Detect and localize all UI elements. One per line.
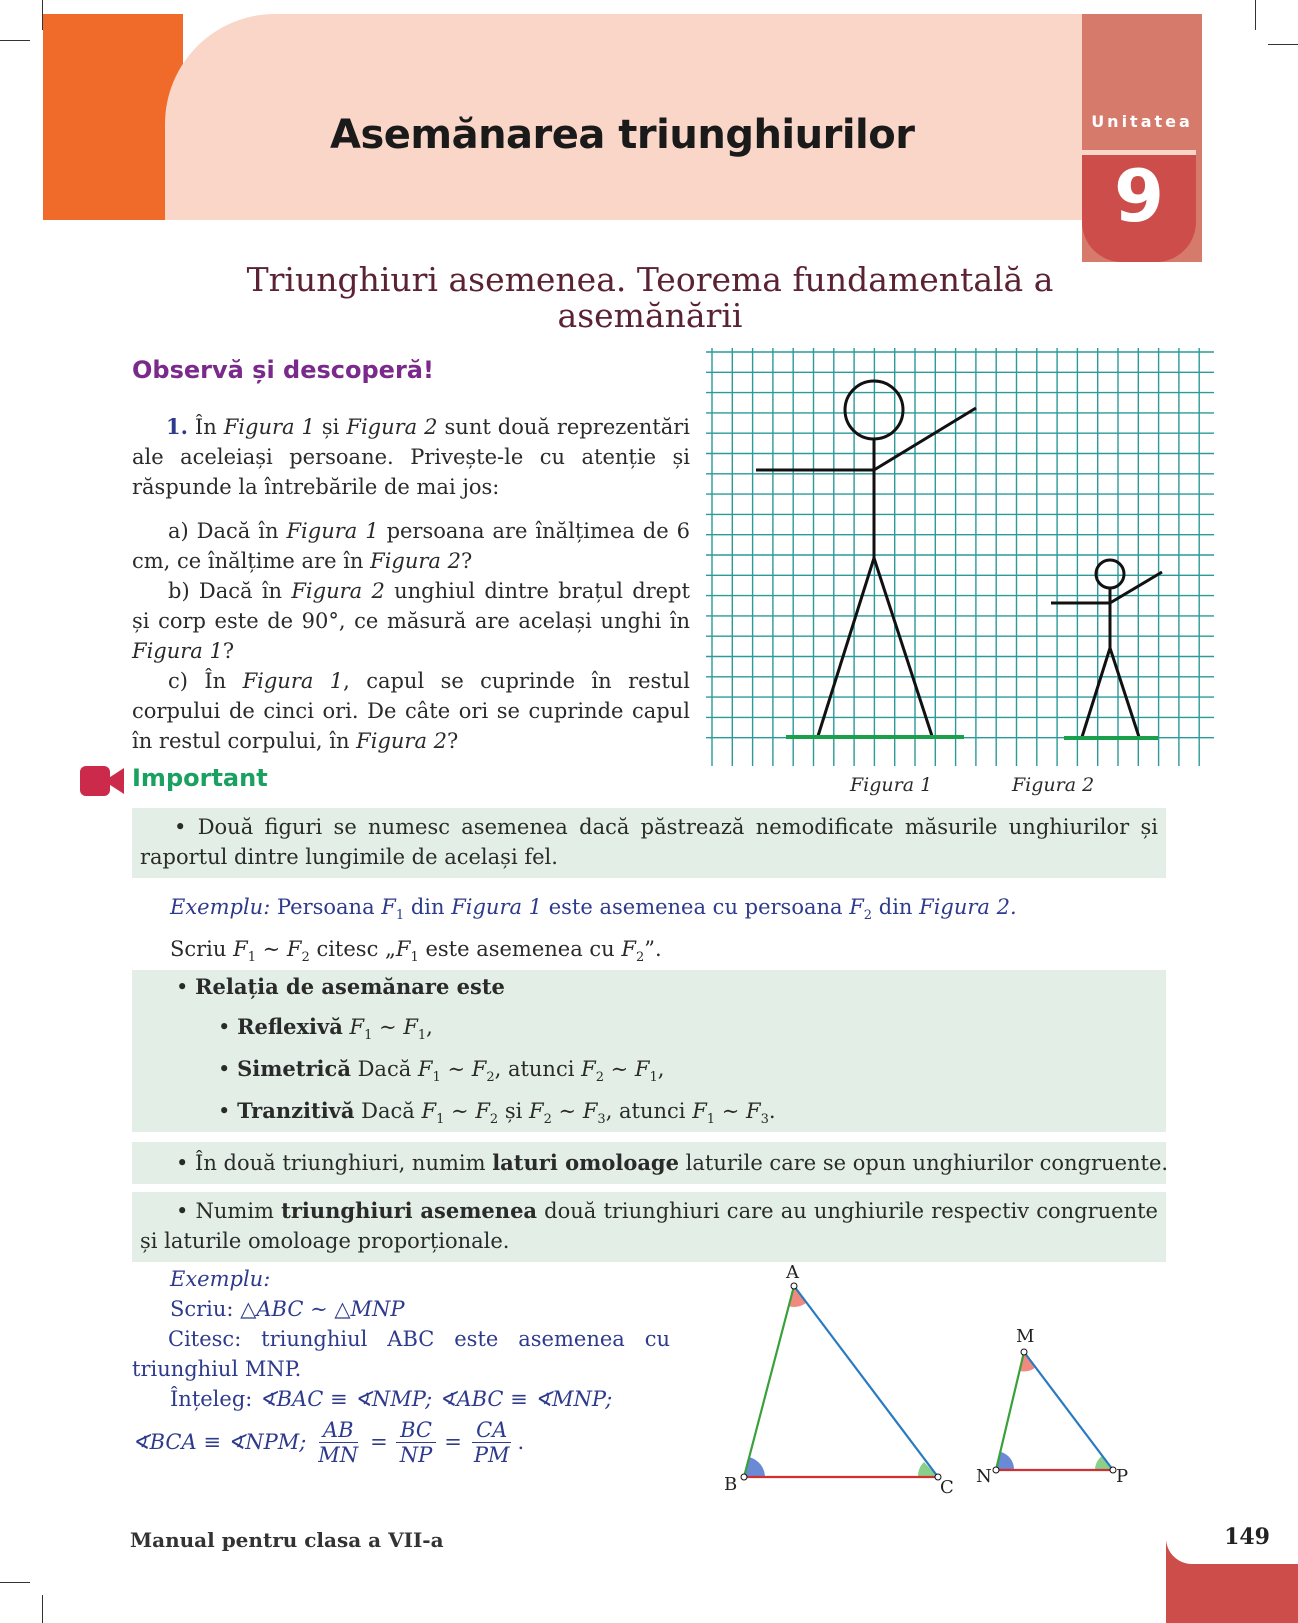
fig-ref: Figura 2 (370, 549, 461, 573)
text: • Două figuri se numesc asemenea dacă păstrează nemodificate măsurile unghiurilor și raportul dintre lungimile de același fel. (140, 815, 1158, 869)
question-c (132, 666, 690, 756)
math: 2 (489, 1112, 499, 1128)
text: ? (222, 639, 235, 663)
example-2-ratios: ∢BCA ≡ ∢NPM; $\frac{AB}{MN}$ = $\frac{BC}{NP}$ = $\frac{CA}{PM}$ . (132, 1417, 525, 1467)
text: • Numim (176, 1199, 282, 1223)
math: F (286, 937, 302, 961)
text: și (498, 1099, 530, 1123)
math: ∼ (255, 937, 287, 961)
example-2-label (170, 1264, 270, 1294)
text: persoana are înălțimea de 6 cm, ce înălțime are în (132, 519, 690, 573)
text: ”. (644, 937, 662, 961)
header-orange-band (43, 14, 183, 220)
text: Dacă (354, 1099, 422, 1123)
math: F (529, 1099, 544, 1123)
question-b (132, 576, 690, 666)
math: △ABC ∼ △MNP (240, 1297, 405, 1321)
text: a) Dacă în (168, 519, 287, 543)
fig-ref: Figura 1 (242, 669, 344, 693)
similar-triangles-diagram (720, 1260, 1140, 1500)
fig-ref: Figura 1 (223, 415, 315, 439)
text: este asemenea cu persoana (542, 895, 850, 919)
homologous-sides-def (176, 1148, 1168, 1178)
math: PM (473, 1442, 510, 1467)
fig-ref: Figura 2 (291, 579, 385, 603)
math: 2 (863, 908, 873, 924)
math: ∼ (603, 1057, 635, 1081)
label-p: P (1116, 1466, 1129, 1487)
chapter-title: Asemănarea triunghiurilor (330, 112, 915, 158)
fig-ref: Figura 1 (451, 895, 543, 919)
text: Persoana (270, 895, 382, 919)
similar-triangles-def (140, 1196, 1158, 1256)
text: Scriu (170, 937, 234, 961)
math: . (768, 1099, 776, 1123)
question-a (132, 516, 690, 576)
example-2-understand (170, 1384, 612, 1414)
math: 1 (364, 1028, 373, 1044)
caption-figura-2: Figura 2 (1012, 774, 1095, 796)
math: ∼ (372, 1015, 404, 1039)
text: din (872, 895, 920, 919)
math: F (403, 1015, 418, 1039)
math: , (426, 1015, 433, 1039)
math: . (517, 1430, 525, 1454)
text: triunghiuri asemenea (281, 1198, 538, 1223)
important-icon (80, 764, 126, 798)
crop-mark (42, 1595, 43, 1623)
math: 1 (706, 1112, 716, 1128)
math: ∢BAC ≡ ∢NMP; ∢ABC ≡ ∢MNP; (259, 1387, 613, 1411)
grid (706, 348, 1214, 766)
text: Scriu: (170, 1297, 241, 1321)
fig-ref: Figura 2 (356, 729, 448, 753)
exercise-number: 1. (166, 414, 188, 439)
lesson-title: Triunghiuri asemenea. Teorema fundamentală a asemănării (246, 260, 1054, 335)
example-2-write (170, 1294, 405, 1324)
text: ? (460, 549, 473, 573)
crop-mark (0, 1582, 30, 1583)
text: Tranzitivă (237, 1098, 355, 1123)
vertex-n (993, 1467, 999, 1473)
math: F (233, 937, 248, 961)
math: 2 (543, 1112, 552, 1128)
vertex-b (741, 1474, 747, 1480)
text: Înțeleg: (170, 1387, 260, 1411)
fig-ref: Figura 1 (286, 519, 379, 543)
label-c: C (940, 1477, 954, 1498)
crop-mark (0, 40, 30, 41)
example-label: Exemplu: (170, 1267, 271, 1291)
text: În (194, 415, 224, 439)
side-pm (1024, 1352, 1113, 1470)
math: MN (318, 1442, 359, 1467)
math: F (421, 1099, 437, 1123)
fig-ref: Figura 2 (346, 415, 438, 439)
text: din (404, 895, 452, 919)
text: , capul se cuprinde în restul corpului de cinci ori. De câte ori se cuprinde capul în restul corpului, în (132, 669, 690, 753)
math: 3 (760, 1112, 769, 1128)
fraction-ca-pm (470, 1418, 514, 1467)
math: 1 (417, 1028, 427, 1044)
example-2-read (132, 1324, 670, 1384)
definition-similar-figures (140, 812, 1158, 872)
math: F (471, 1057, 487, 1081)
text: laturile care se opun unghiurilor congruente. (678, 1151, 1169, 1175)
fraction-bc-np (396, 1418, 437, 1467)
fraction-ab-mn (314, 1418, 362, 1467)
head-2 (1096, 560, 1124, 588)
math: F (395, 937, 411, 961)
left-leg-2 (1082, 648, 1110, 737)
math: F (634, 1057, 650, 1081)
page-number: 149 (1224, 1524, 1270, 1550)
label-b: B (724, 1474, 738, 1495)
text: • În două triunghiuri, numim (176, 1151, 493, 1175)
text: b) Dacă în (168, 579, 292, 603)
math: F (746, 1099, 761, 1123)
right-arm-1 (874, 408, 976, 470)
label-n: N (976, 1466, 992, 1487)
text: Relația de asemănare este (195, 974, 505, 999)
figure-1-person (756, 381, 976, 736)
math: 2 (595, 1070, 604, 1086)
math: NP (399, 1442, 433, 1467)
math: 1 (436, 1112, 445, 1128)
math: F (349, 1015, 365, 1039)
math: 2 (635, 950, 645, 966)
math: F (417, 1057, 433, 1081)
unit-number: 9 (1113, 154, 1165, 238)
label-m: M (1016, 1326, 1035, 1347)
text: două triunghiuri care au unghiurile respectiv congruente și laturile omoloage proporționale. (140, 1199, 1158, 1253)
left-leg-1 (818, 558, 874, 736)
math: ∼ (715, 1099, 747, 1123)
math: F (849, 895, 864, 919)
important-heading: Important (132, 764, 268, 792)
math: ∼ (551, 1099, 583, 1123)
stick-figures-grid (706, 348, 1216, 768)
side-ab (744, 1286, 794, 1477)
example-1-notation (170, 934, 662, 973)
math: BC (396, 1418, 436, 1443)
math: 1 (247, 950, 256, 966)
math: 1 (432, 1070, 441, 1086)
observe-heading: Observă și descoperă! (132, 356, 434, 384)
right-leg-2 (1110, 648, 1139, 737)
footer-book-title: Manual pentru clasa a VII-a (130, 1528, 444, 1552)
side-mn (996, 1352, 1024, 1470)
text: sunt două reprezentări ale aceleiași persoane. Privește-le cu atenție și răspunde la întrebările de mai jos: (132, 415, 691, 499)
math: 1 (395, 908, 405, 924)
relation-transitive: • Tranzitivă Dacă $F_1$ ∼ $F_2$ și $F_2$ ∼ $F_3$, atunci $F_1$ ∼ $F_3$. (218, 1098, 776, 1128)
math: CA (472, 1418, 511, 1443)
text: citesc „ (309, 937, 396, 961)
text: unghiul dintre brațul drept și corp este de 90°, ce măsură are același unghi în (132, 579, 690, 633)
fig-ref: Figura 2. (919, 895, 1017, 919)
side-ca (794, 1286, 938, 1477)
figure-2-person (1051, 560, 1162, 737)
math: F (582, 1099, 598, 1123)
math: 1 (410, 950, 419, 966)
text: , atunci (494, 1057, 582, 1081)
right-leg-1 (874, 558, 932, 736)
fig-ref: Figura 1 (132, 639, 223, 663)
math: F (692, 1099, 707, 1123)
math: , (657, 1057, 665, 1081)
example-label: Exemplu: (170, 895, 271, 919)
text: c) În (168, 669, 243, 693)
math: ∼ (444, 1099, 476, 1123)
math: 2 (301, 950, 310, 966)
relation-heading: • Relația de asemănare este (176, 974, 505, 999)
math: ∼ (440, 1057, 472, 1081)
caption-figura-1: Figura 1 (850, 774, 933, 796)
vertex-a (791, 1283, 797, 1289)
math: 3 (597, 1112, 606, 1128)
text: Citesc: triunghiul ABC este asemenea cu triunghiul MNP. (132, 1327, 670, 1381)
math: 1 (649, 1070, 658, 1086)
example-1-line (170, 892, 1017, 931)
relation-symmetric: • Simetrică Dacă $F_1$ ∼ $F_2$, atunci $F_2$ ∼ $F_1$, (218, 1056, 665, 1086)
math: F (381, 895, 396, 919)
text: ? (447, 729, 459, 753)
math: AB (319, 1418, 358, 1443)
math: F (621, 937, 636, 961)
label-a: A (786, 1262, 799, 1283)
math: F (581, 1057, 596, 1081)
text: laturi omoloage (492, 1150, 679, 1175)
text: Simetrică (237, 1056, 351, 1081)
math: ∢BCA ≡ ∢NPM; (132, 1430, 307, 1454)
crop-mark (1255, 0, 1256, 30)
unit-label: Unitatea (1091, 112, 1193, 131)
vertex-m (1021, 1349, 1027, 1355)
math: F (475, 1099, 490, 1123)
text: și (314, 415, 347, 439)
text: , atunci (605, 1099, 693, 1123)
text: Dacă (350, 1057, 418, 1081)
text: Reflexivă (237, 1014, 343, 1039)
math: 2 (486, 1070, 495, 1086)
crop-mark (1268, 44, 1298, 45)
text: este asemenea cu (418, 937, 622, 961)
exercise-intro (132, 412, 690, 502)
relation-reflexive: • Reflexivă $F_1$ ∼ $F_1$, (218, 1014, 433, 1044)
